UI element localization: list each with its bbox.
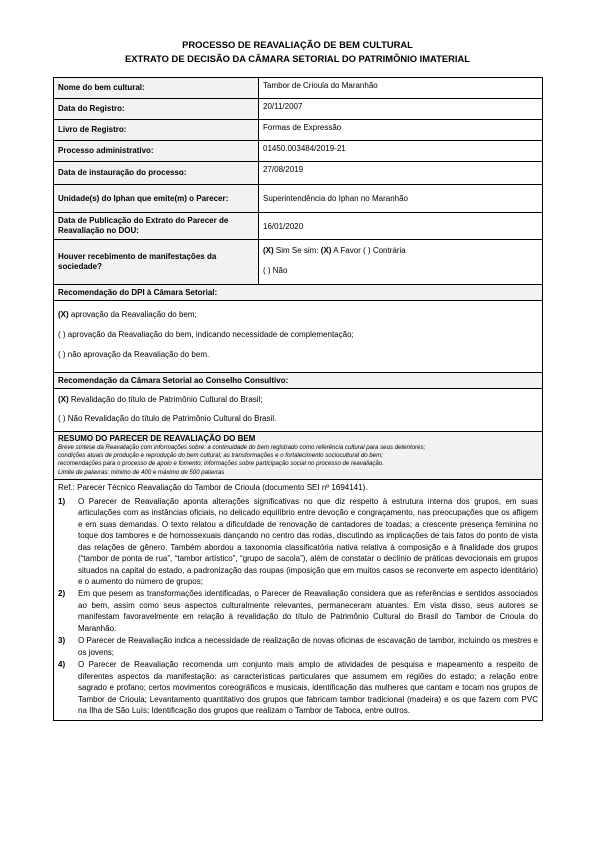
manifest-line-sim [263,241,538,261]
list-item-number: 1) [58,496,66,506]
field-row [54,213,543,240]
field-label-unidade: Unidade(s) do Iphan que emite(m) o Parecer: [54,185,259,213]
checkbox-sim: (X) [263,246,274,255]
list-item [58,496,538,588]
document-header [0,38,595,66]
dpi-options-row [54,301,543,373]
camara-section-row [54,373,543,389]
option-sim-label: Sim Se sim: [273,246,321,255]
option-favor-contraria-label: A Favor ( ) Contrária [331,246,406,255]
list-item-text: O Parecer de Reavaliação indica a necessidade de realização de novas oficinas de escavação de tambor, incluindo os mestres e os jovens; [78,636,538,657]
field-label-data-registro: Data do Registro: [54,99,259,120]
list-item [58,659,538,716]
field-label-instauracao: Data de instauração do processo: [54,162,259,185]
resumo-head-row [54,432,543,480]
field-row [54,78,543,99]
field-label-manifestacoes: Houver recebimento de manifestações da sociedade? [54,240,259,285]
list-item [58,635,538,658]
dpi-option-aprovacao [58,305,538,325]
resumo-desc-line1: Breve síntese da Reavaliação com informações sobre: a continuidade do bem registrado como referência cultural para seus detentores; [58,444,426,451]
camara-option-revalidacao-label: Revalidação do título de Patrimônio Cultural do Brasil; [68,395,263,404]
camara-option-nao-revalidacao: ( ) Não Revalidação do título de Patrimônio Cultural do Brasil. [58,414,277,423]
list-item-number: 2) [58,589,66,599]
checkbox-a-favor: (X) [320,246,332,255]
field-value-unidade: Superintendência do Iphan no Maranhão [259,185,543,213]
camara-checkbox-revalidacao: (X) [58,395,69,404]
field-label-processo: Processo administrativo: [54,141,259,162]
field-value-data-registro: 20/11/2007 [259,99,543,120]
dpi-checkbox-aprovacao: (X) [58,310,69,319]
field-row [54,162,543,185]
camara-section-title: Recomendação da Câmara Setorial ao Conselho Consultivo: [54,373,543,389]
decision-table [53,77,543,721]
resumo-desc-line3: recomendações para o processo de apoio e fomento; informações sobre participação social no processo de reavaliação. [58,460,384,468]
dpi-option-complementacao: ( ) aprovação da Reavaliação do bem, indicando necessidade de complementação; [58,330,354,339]
list-item-text: O Parecer de Reavaliação aponta alterações significativas no que diz respeito à estrutura interna dos grupos, em suas articulações com as instâncias oficiais, no delicado equilíbrio entre devoção e congraçamento, nas preocupações que os afligem e em suas demandas. O texto relatou a dificuldade de renovação de cantadores de toadas; a crescente presença feminina no toque dos tambores e de homossexuais dançando no centro das rodas, discutindo as implicações de tais fatos do ponto de vista das relações de gênero. Também abordou a taxonomia classificatória nativa relativa à composição e à finalidade dos grupos (“tambor de ponta de rua”, “tambor artístico”, “grupo de sacola”), além de constatar o declínio de práticas devocionais em grupos situados na capital do estado, a padronização das roupas (imposição que em muitos casos se reconverte em aspecto identitário) e o aumento do número de grupos; [78,496,538,586]
field-value-publicacao: 16/01/2020 [259,213,543,240]
list-item-text: Em que pesem as transformações identificadas, o Parecer de Reavaliação considera que as referências e sentidos associados ao bem, assim como seus aspectos culturalmente relevantes, permaneceram atuantes. Em vista disso, seus autores se manifestam favoravelmente em relação à revalidação do título de Patrimônio Cultural do Brasil do Tambor de Crioula do Maranhão. [78,589,538,633]
field-label-livro: Livro de Registro: [54,120,259,141]
field-value-processo: 01450.003484/2019-21 [259,141,543,162]
camara-option-revalidacao [58,390,538,409]
field-row [54,120,543,141]
dpi-option-nao-aprovacao: ( ) não aprovação da Reavaliação do bem. [58,350,210,359]
resumo-word-limit: Limite de palavras: mínimo de 400 e máximo de 500 palavras [58,468,225,476]
dpi-section-title: Recomendação do DPI à Câmara Setorial: [54,285,543,301]
resumo-header [54,432,543,480]
list-item-number: 4) [58,660,66,670]
field-value-livro: Formas de Expressão [259,120,543,141]
camara-options-row [54,389,543,432]
list-item [58,588,538,634]
resumo-title: RESUMO DO PARECER DE REAVALIAÇÃO DO BEM [58,434,256,443]
field-value-nome: Tambor de Crioula do Maranhão [259,78,543,99]
option-nao: ( ) Não [263,266,288,275]
dpi-options [54,301,543,373]
field-row [54,185,543,213]
header-title-line1: PROCESSO DE REAVALIAÇÃO DE BEM CULTURAL [182,39,413,50]
field-row [54,99,543,120]
resumo-reference: Ref.: Parecer Técnico Reavaliação do Tambor de Crioula (documento SEI nº 1694141). [58,482,368,492]
list-item-number: 3) [58,636,66,646]
dpi-section-row [54,285,543,301]
camara-options [54,389,543,432]
field-label-nome: Nome do bem cultural: [54,78,259,99]
dpi-option-aprovacao-label: aprovação da Reavaliação do bem; [68,310,197,319]
header-title-line2: EXTRATO DE DECISÃO DA CÂMARA SETORIAL DO PATRIMÔNIO IMATERIAL [125,53,470,64]
field-label-publicacao: Data de Publicação do Extrato do Parecer de Reavaliação no DOU: [54,213,259,240]
field-row [54,141,543,162]
manifest-row [54,240,543,285]
list-item-text: O Parecer de Reavaliação recomenda um conjunto mais amplo de atividades de pesquisa e mapeamento a respeito de diferentes aspectos da manifestação: as características particulares que assumem em regiões do estado; a relação entre sagrado e profano; certos movimentos coreográficos e musicais, identificação das mulheres que cantam e tocam nos grupos de Tambor de Crioula; Levantamento quantitativo dos grupos que fabricam tambor tradicional (madeira) e os que fazem com PVC na Ilha de São Luís; Identificação dos grupos que realizam o Tambor de Taboca, entre outros. [78,660,538,715]
resumo-body [54,479,543,721]
manifest-options [259,240,543,285]
resumo-body-row [54,479,543,721]
resumo-desc-line2: condições atuais de produção e reprodução do bem cultural; as transformações e o fortalecimento sociocultural do bem; [58,452,383,460]
field-value-instauracao: 27/08/2019 [259,162,543,185]
